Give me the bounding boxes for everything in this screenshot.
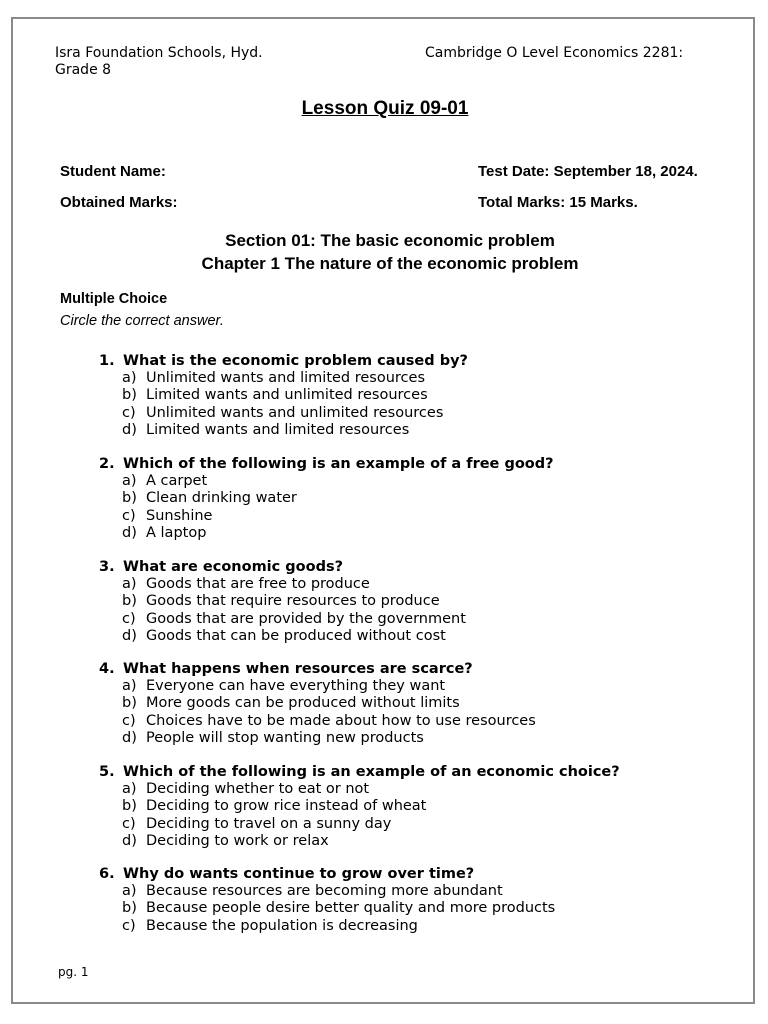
option-letter: d) <box>122 729 137 746</box>
student-name-label: Student Name: <box>60 163 166 180</box>
answer-option <box>99 387 739 404</box>
answer-option <box>99 473 739 490</box>
answer-option <box>99 508 739 525</box>
answer-option <box>99 713 739 730</box>
test-date: Test Date: September 18, 2024. <box>478 163 698 180</box>
option-letter: c) <box>122 610 136 627</box>
quiz-page <box>11 17 755 1004</box>
answer-option <box>99 405 739 422</box>
question-1 <box>99 352 739 439</box>
answer-option <box>99 628 739 645</box>
option-text: Because the population is decreasing <box>146 917 418 934</box>
section-heading: Section 01: The basic economic problem <box>225 231 555 250</box>
option-letter: a) <box>122 883 137 899</box>
answer-option <box>99 798 739 815</box>
option-text: Unlimited wants and unlimited resources <box>146 404 444 421</box>
option-text: A carpet <box>146 473 208 489</box>
option-text: Goods that can be produced without cost <box>146 627 446 644</box>
option-text: Sunshine <box>146 507 213 524</box>
option-letter: d) <box>122 627 137 644</box>
option-letter: c) <box>122 712 136 729</box>
question-number: 5. <box>99 764 115 780</box>
total-marks: Total Marks: 15 Marks. <box>478 194 638 211</box>
question-4 <box>99 660 739 747</box>
option-text: Everyone can have everything they want <box>146 678 446 694</box>
option-text: Goods that are free to produce <box>146 576 370 592</box>
option-letter: c) <box>122 507 136 524</box>
option-text: Goods that are provided by the government <box>146 610 466 627</box>
option-text: Choices have to be made about how to use resources <box>146 712 536 729</box>
option-letter: b) <box>122 387 137 404</box>
question-label: What happens when resources are scarce? <box>123 661 473 677</box>
instruction-text: Circle the correct answer. <box>60 313 224 329</box>
option-text: Unlimited wants and limited resources <box>146 370 426 386</box>
question-number: 6. <box>99 866 115 882</box>
question-text <box>99 660 739 678</box>
multiple-choice-heading: Multiple Choice <box>60 291 168 307</box>
option-letter: b) <box>122 490 137 507</box>
answer-option <box>99 883 739 900</box>
question-number: 1. <box>99 353 115 369</box>
question-label: Which of the following is an example of an economic choice? <box>123 764 620 780</box>
option-letter: d) <box>122 421 137 438</box>
answer-option <box>99 678 739 695</box>
option-text: A laptop <box>146 524 207 541</box>
answer-option <box>99 490 739 507</box>
option-text: People will stop wanting new products <box>146 729 424 746</box>
answer-option <box>99 422 739 439</box>
answer-option <box>99 918 739 935</box>
obtained-marks-label: Obtained Marks: <box>60 194 178 211</box>
question-label: What is the economic problem caused by? <box>123 353 468 369</box>
option-letter: b) <box>122 900 137 917</box>
chapter-heading: Chapter 1 The nature of the economic problem <box>201 254 579 273</box>
quiz-title: Lesson Quiz 09-01 <box>301 98 469 119</box>
question-label: What are economic goods? <box>123 559 344 575</box>
option-letter: c) <box>122 404 136 421</box>
question-number: 3. <box>99 559 115 575</box>
question-text <box>99 558 739 576</box>
option-text: Deciding to travel on a sunny day <box>146 815 392 832</box>
answer-option <box>99 593 739 610</box>
option-letter: c) <box>122 815 136 832</box>
school-name: Isra Foundation Schools, Hyd. <box>55 45 263 61</box>
grade-label: Grade 8 <box>55 62 112 78</box>
page-number: pg. 1 <box>58 965 89 979</box>
option-letter: b) <box>122 695 137 712</box>
option-text: Deciding whether to eat or not <box>146 781 370 797</box>
option-letter: a) <box>122 781 137 797</box>
answer-option <box>99 730 739 747</box>
option-letter: a) <box>122 576 137 592</box>
option-letter: d) <box>122 524 137 541</box>
option-letter: d) <box>122 832 137 849</box>
option-letter: c) <box>122 917 136 934</box>
answer-option <box>99 525 739 542</box>
question-6 <box>99 865 739 935</box>
question-text <box>99 352 739 370</box>
question-2 <box>99 455 739 542</box>
course-name: Cambridge O Level Economics 2281: <box>425 45 684 61</box>
answer-option <box>99 833 739 850</box>
answer-option <box>99 611 739 628</box>
answer-option <box>99 816 739 833</box>
option-letter: a) <box>122 473 137 489</box>
question-label: Which of the following is an example of a free good? <box>123 456 554 472</box>
header-school-block <box>55 45 263 79</box>
question-3 <box>99 558 739 645</box>
option-letter: a) <box>122 370 137 386</box>
option-text: Goods that require resources to produce <box>146 593 440 610</box>
answer-option <box>99 695 739 712</box>
question-number: 4. <box>99 661 115 677</box>
option-text: More goods can be produced without limits <box>146 695 460 712</box>
option-text: Because resources are becoming more abundant <box>146 883 503 899</box>
option-text: Limited wants and unlimited resources <box>146 387 428 404</box>
option-letter: b) <box>122 798 137 815</box>
option-text: Deciding to work or relax <box>146 832 329 849</box>
question-label: Why do wants continue to grow over time? <box>123 866 475 882</box>
answer-option <box>99 370 739 387</box>
option-letter: a) <box>122 678 137 694</box>
option-text: Clean drinking water <box>146 490 297 507</box>
option-text: Limited wants and limited resources <box>146 421 410 438</box>
answer-option <box>99 576 739 593</box>
option-text: Deciding to grow rice instead of wheat <box>146 798 427 815</box>
question-text <box>99 763 739 781</box>
question-number: 2. <box>99 456 115 472</box>
question-text <box>99 455 739 473</box>
answer-option <box>99 781 739 798</box>
option-text: Because people desire better quality and more products <box>146 900 556 917</box>
answer-option <box>99 900 739 917</box>
question-text <box>99 865 739 883</box>
option-letter: b) <box>122 593 137 610</box>
question-5 <box>99 763 739 850</box>
